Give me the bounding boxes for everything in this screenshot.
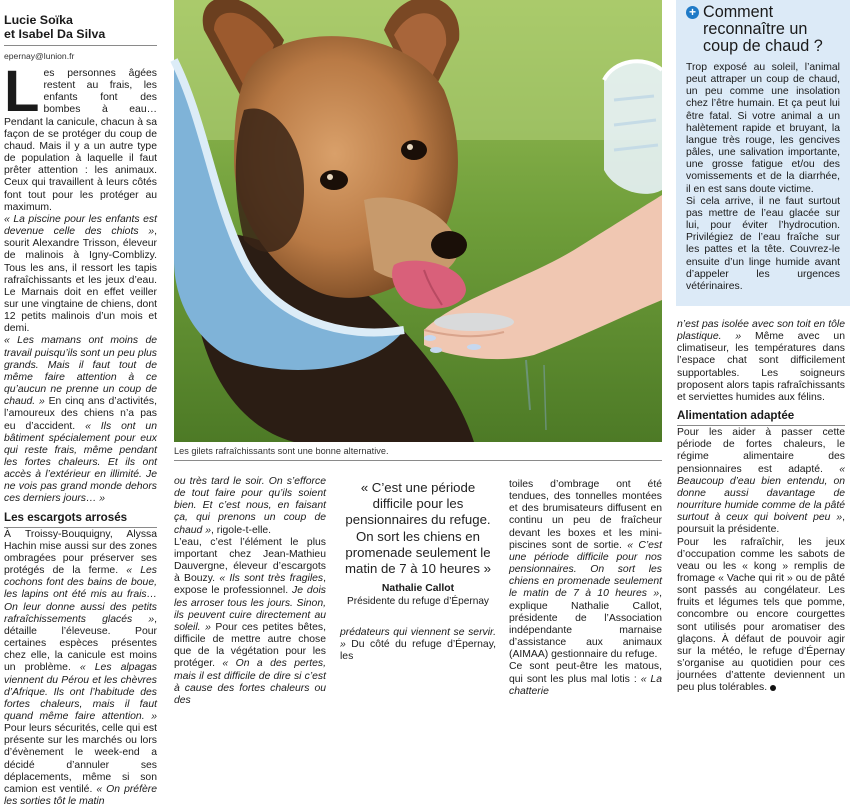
paragraph <box>677 319 845 404</box>
author-byline <box>4 13 157 41</box>
quote-text: « Ils ont un bâtiment spécialement pour eux qui reste frais, même pendant les fortes chaleurs. Et ils ont accès à l’extérieur en illimité. Je ne vois pas grand monde dehors ces derniers jours… » <box>4 420 157 505</box>
article-column-1 <box>4 0 157 808</box>
quote-text: ou très tard le soir. On s’efforce de tout faire pour qu’ils soient bien. Et c’est nous, en faisant ça, qui prenons un coup de chaud » <box>174 476 326 536</box>
quote-text: « C’est une période difficile pour nos pensionnaires. On sort les chiens en promenade seulement le matin de 7 à 10 heures » <box>509 539 662 600</box>
pull-quote <box>340 480 496 607</box>
quote-text: « Beaucoup d’eau bien entendu, on donne aussi davantage de nourriture humide comme de la pâté surtout à ceux qui boivent peu » <box>677 463 845 524</box>
paragraph <box>4 335 157 505</box>
paragraph <box>4 214 157 336</box>
body-text: Pour leurs sécurités, celle qui est présente sur les marchés ou lors d’évènement le week-end a décidé d’annuler ses déplacements, même si son camion est ventilé. <box>4 723 157 795</box>
quote-text: « On préfère les sorties tôt le matin <box>4 783 157 808</box>
quote-text: Je dois les arroser tous les jours. Sinon, ils peuvent cuire directement au soleil. » <box>174 585 326 633</box>
body-text: toiles d’ombrage ont été tendues, des tonnelles montées et des brumisateurs diffusent en continu un peu de fraîcheur devant les boxes et les mini-piscines sont de sortie. <box>509 479 662 551</box>
photo-caption: Les gilets rafraîchissants sont une bonne alternative. <box>174 446 389 456</box>
quote-text: « Les cochons font des bains de boue, les lapins ont été mis au frais… On leur donne aussi des petits rafraîchissements glacés » <box>4 565 157 625</box>
body-text: , détaille l’éleveuse. Pour certaines espèces présentes chez elle, la canicule est moins un problème. <box>4 613 157 674</box>
quote-text: prédateurs qui viennent se servir. » <box>340 627 496 651</box>
subheading: Les escargots arrosés <box>4 510 128 524</box>
sidebar-paragraph: Trop exposé au soleil, l’animal peut attraper un coup de chaud, un peu comme une insolation chez l’être humain. Et ça peut lui être fatal. Si votre animal a un halètement rapide et bruyant, la langue très rouge, les gencives pâles, une salivation importante, une grosse fatigue et/ou des vomissements et de la diarrhée, il en est sans doute victime. <box>686 62 840 195</box>
quote-text: n’est pas isolée avec son toit en tôle plastique. » <box>677 319 845 343</box>
article-column-2b <box>340 627 496 663</box>
article-column-4 <box>677 319 845 695</box>
quote-text: « La piscine pour les enfants est devenue celle des chiots » <box>4 213 157 238</box>
sidebar-body <box>686 62 840 293</box>
body-text: Ce sont peut-être les matous, qui sont les plus mal lotis : <box>509 661 662 685</box>
subheading: Alimentation adaptée <box>677 409 795 423</box>
intro-paragraph <box>4 59 157 214</box>
article-column-3 <box>509 479 662 698</box>
subheading-divider <box>677 425 845 426</box>
drop-cap: L <box>4 59 40 124</box>
end-of-article-icon <box>770 685 776 691</box>
author-name-1: Lucie Soïka <box>4 13 73 27</box>
body-text: , expose le professionnel. <box>174 573 326 597</box>
body-text: , explique Nathalie Callot, présidente de l’Association indépendante marnaise d’assistance aux animaux (AIMAA) gestionnaire du refuge. <box>509 588 662 661</box>
quote-text: « Les alpagas viennent du Pérou et les chèvres d’Afrique. Ils ont l’habitude des fortes chaleurs, mais il faut quand même faire attention. » <box>4 662 157 722</box>
paragraph <box>509 661 662 697</box>
paragraph <box>174 537 326 707</box>
body-text: Du côté du refuge d’Épernay, les <box>340 639 496 663</box>
author-email: epernay@lunion.fr <box>4 51 75 61</box>
body-text: À Troissy-Bouquigny, Alyssa Hachin mise aussi sur des zones ombragées pour préserver ses protégés de la ferme. <box>4 528 157 577</box>
info-sidebar <box>676 0 850 306</box>
paragraph <box>677 427 845 536</box>
pull-quote-text: « C’est une période difficile pour les pensionnaires du refuge. On sort les chiens en promenade seulement le matin de 7 à 10 heures » <box>345 480 491 577</box>
subheading-divider <box>4 527 157 528</box>
pull-quote-author: Nathalie Callot <box>381 583 455 595</box>
body-text: , rigole-t-elle. <box>210 524 272 536</box>
sidebar-title: Comment reconnaître un coup de chaud ? <box>703 3 823 55</box>
byline-divider <box>4 45 157 46</box>
paragraph <box>174 476 326 537</box>
author-name-2: et Isabel Da Silva <box>4 27 106 41</box>
dog-drinking-photo <box>174 0 662 442</box>
intro-text: es personnes âgées restent au frais, les enfants font des bombes à eau… Pendant la canicule, chacun à sa façon de se protéger du coup de chaud. Mais il y a un autre type de population à laquelle il faut prêter attention : les animaux. Ceux qui travaillent à leurs côtés font tout pour les protéger au maximum. <box>4 68 157 213</box>
body-text: En cinq ans d’activités, l’amoureux des chiens n’a pas eu d’accident. <box>4 396 157 432</box>
paragraph <box>509 479 662 661</box>
article-photo <box>174 0 662 442</box>
body-text: Pour ces petites bêtes, difficile de mettre autre chose que de la végétation pour les protéger. <box>174 621 326 670</box>
sidebar-paragraph: Si cela arrive, il ne faut surtout pas mettre de l’eau glacée sur lui, pour éviter l’hydrocution. Privilégiez de l’eau fraîche sur les pattes et la tête. Couvrez-le ensuite d’un linge humide avant d’appeler les urgences vétérinaires. <box>686 195 840 292</box>
quote-text: « Les mamans ont moins de travail puisqu’ils sont un peu plus grands. Mais il faut tout de même faire attention à ce qu’aucun ne prenne un coup de chaud. » <box>4 335 157 408</box>
body-text: L’eau, c’est l’élément le plus important chez Jean-Mathieu Dauvergne, éleveur d’escargots à Bouzy. <box>174 536 326 585</box>
quote-text: « On a des pertes, mais il est difficile de dire si c’est à cause des fortes chaleurs ou des <box>174 658 326 706</box>
paragraph <box>340 627 496 663</box>
article-column-2 <box>174 476 326 707</box>
body-text: , sourit Alexandre Trisson, éleveur de malinois à Igny-Comblizy. Tous les ans, il ressort les tapis rafraîchissants et les jeux d’eau. Le Marnais doit en effet veiller sur une vingtaine de chiens, dont 12 petits malinois d’un mois et demi. <box>4 226 157 335</box>
quote-text: « La chatterie <box>509 673 662 697</box>
paragraph <box>677 537 845 695</box>
plus-icon: + <box>686 6 699 19</box>
sidebar-header <box>686 4 842 54</box>
body-text: Même avec un climatiseur, les températures dans l’espace chat sont difficilement supportables. Les soigneurs proposent alors tapis rafraîchissants et serviettes humides aux félins. <box>677 331 845 403</box>
quote-text: « Ils sont très fragiles <box>215 573 324 585</box>
body-text: Pour les rafraîchir, les jeux d’occupation comme les sabots de veau ou les « kong » remplis de fromage « Vache qui rit » ou de pâté sont passés au congélateur. Les fruits et légumes tels que pomme, concombre ou encore courgettes sont utilisés pour aromatiser des glaçons. À défaut de pouvoir agir sur la météo, le refuge d’Épernay s’organise au quotidien pour ces journées d’attente deviennent un peu plus tolérables. <box>677 536 845 694</box>
body-text: , poursuit la présidente. <box>677 512 845 536</box>
body-text: Pour les aider à passer cette période de fortes chaleurs, le régime alimentaire des pensionnaires est adapté. <box>677 427 845 475</box>
caption-divider <box>174 460 662 461</box>
paragraph <box>4 529 157 808</box>
pull-quote-role: Présidente du refuge d’Épernay <box>347 596 489 608</box>
